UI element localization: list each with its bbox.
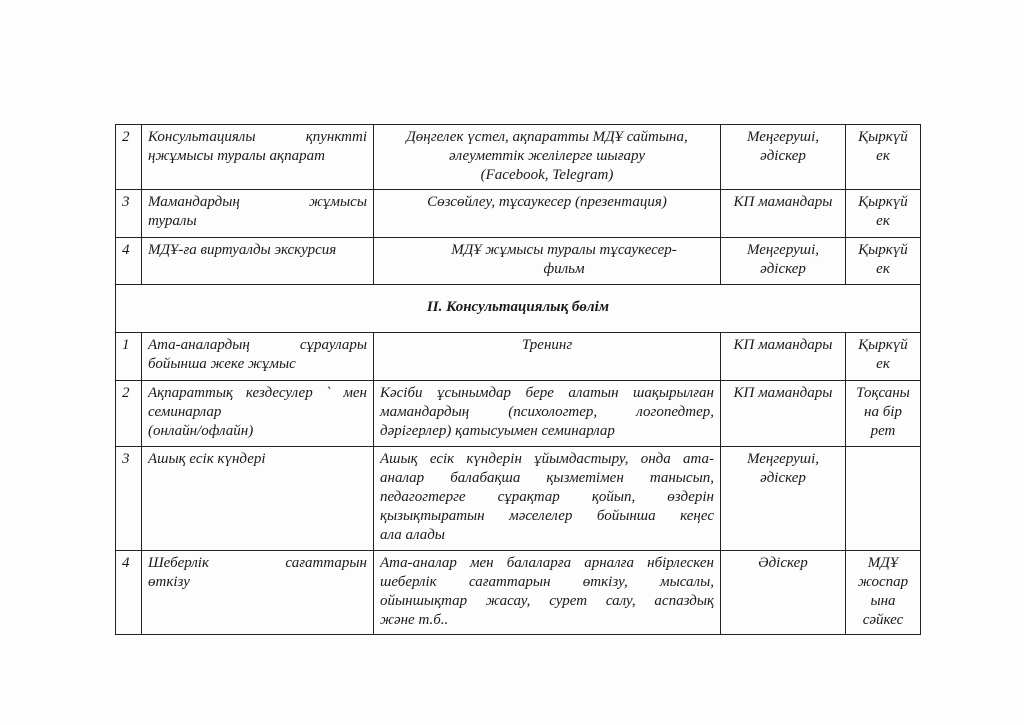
row-responsible: КП мамандары bbox=[721, 190, 846, 238]
table-row bbox=[116, 381, 921, 447]
row-method: Ата-аналар мен балаларға арналға нбірлескен шеберлік сағаттарын өткізу, мысалы, ойыншықтар жасау, сурет салу, аспаздық және т.б.. bbox=[374, 551, 721, 635]
row-number: 4 bbox=[116, 551, 142, 635]
row-title: Мамандардың жұмысы туралы bbox=[142, 190, 374, 238]
row-title: Ақпараттық кездесулер ` мен семинарлар (онлайн/офлайн) bbox=[142, 381, 374, 447]
row-deadline: МДҰ жоспар ына сәйкес bbox=[846, 551, 921, 635]
row-responsible: КП мамандары bbox=[721, 381, 846, 447]
row-deadline: Қыркүй ек bbox=[846, 238, 921, 285]
row-deadline: Қыркүй ек bbox=[846, 190, 921, 238]
row-number: 2 bbox=[116, 125, 142, 190]
plan-table bbox=[115, 124, 921, 635]
table-row bbox=[116, 125, 921, 190]
row-number: 4 bbox=[116, 238, 142, 285]
row-number: 3 bbox=[116, 447, 142, 551]
table-row bbox=[116, 333, 921, 381]
row-responsible: Әдіскер bbox=[721, 551, 846, 635]
row-title: Ашық есік күндері bbox=[142, 447, 374, 551]
table-row bbox=[116, 238, 921, 285]
row-method: Сөзсөйлеу, тұсаукесер (презентация) bbox=[374, 190, 721, 238]
row-method: Ашық есік күндерін ұйымдастыру, онда ата- аналар балабақша қызметімен танысып, педагогтерге сұрақтар қойып, өздерін қызықтыратын мәселелер бойынша кеңес ала алады bbox=[374, 447, 721, 551]
row-number: 1 bbox=[116, 333, 142, 381]
row-method: Тренинг bbox=[374, 333, 721, 381]
row-deadline bbox=[846, 447, 921, 551]
row-responsible: Меңгеруші, әдіскер bbox=[721, 125, 846, 190]
row-title: Ата-аналардың сұраулары бойынша жеке жұмыс bbox=[142, 333, 374, 381]
row-number: 3 bbox=[116, 190, 142, 238]
section-title: II. Консультациялық бөлім bbox=[116, 285, 921, 333]
section-header-row bbox=[116, 285, 921, 333]
row-deadline: Қыркүй ек bbox=[846, 125, 921, 190]
row-method: Кәсіби ұсынымдар бере алатын шақырылған мамандардың (психологтер, логопедтер, дәрігерлер) қатысуымен семинарлар bbox=[374, 381, 721, 447]
table-row bbox=[116, 551, 921, 635]
row-method: Дөңгелек үстел, ақпаратты МДҰ сайтына, әлеуметтік желілерге шығару (Facebook, Telegram) bbox=[374, 125, 721, 190]
row-deadline: Қыркүй ек bbox=[846, 333, 921, 381]
row-responsible: Меңгеруші, әдіскер bbox=[721, 238, 846, 285]
row-title: Шеберлік сағаттарын өткізу bbox=[142, 551, 374, 635]
row-deadline: Тоқсаны на бір рет bbox=[846, 381, 921, 447]
table-row bbox=[116, 447, 921, 551]
row-number: 2 bbox=[116, 381, 142, 447]
row-title: Консультациялы қпунктті ңжұмысы туралы ақпарат bbox=[142, 125, 374, 190]
table-row bbox=[116, 190, 921, 238]
row-responsible: Меңгеруші, әдіскер bbox=[721, 447, 846, 551]
row-title: МДҰ-ға виртуалды экскурсия bbox=[142, 238, 374, 285]
row-responsible: КП мамандары bbox=[721, 333, 846, 381]
row-method: МДҰ жұмысы туралы тұсаукесер- фильм bbox=[374, 238, 721, 285]
